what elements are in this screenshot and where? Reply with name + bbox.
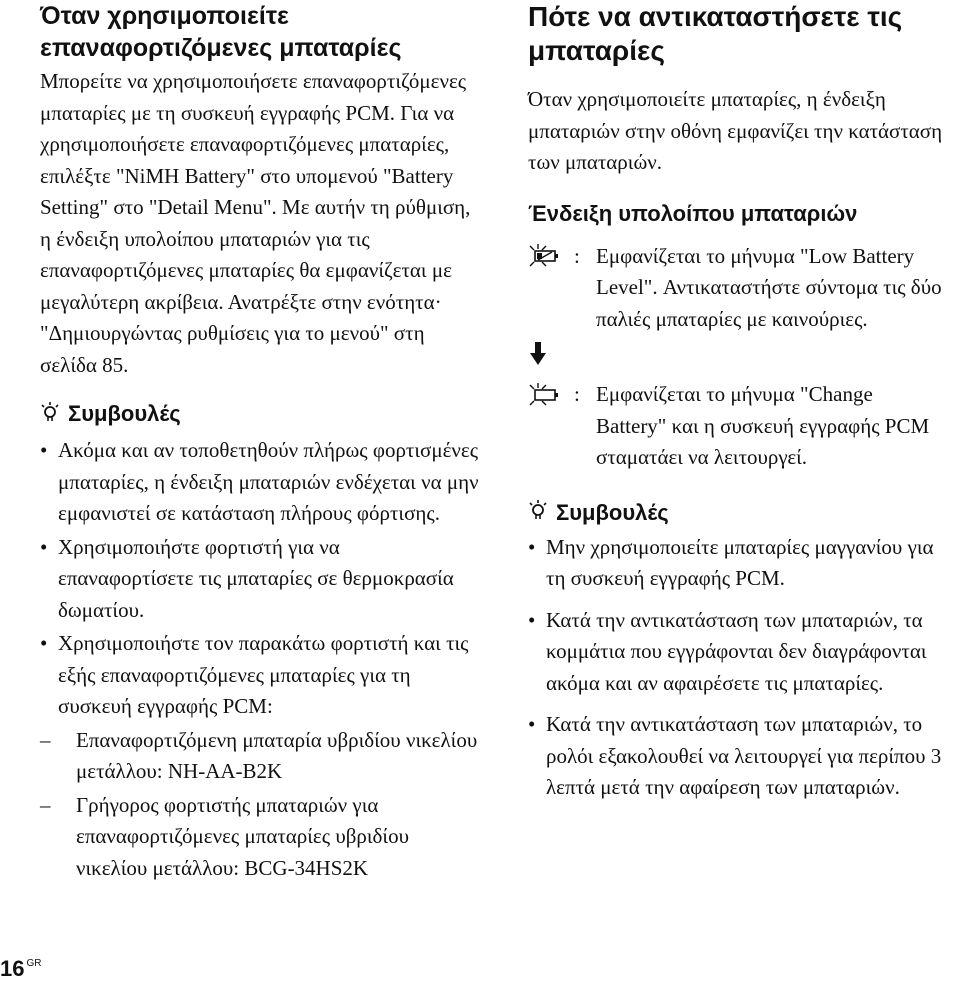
low-battery-icon [528, 241, 574, 272]
right-column [528, 0, 948, 804]
section-heading-rechargeable: Όταν χρησιμοποιείτε επαναφορτιζόμενες μπαταρίες [40, 2, 402, 62]
list-item: – Επαναφορτιζόμενη μπαταρία υβριδίου νικελίου μετάλλου: NH-AA-B2K [40, 727, 478, 783]
tips-header-right [528, 498, 948, 528]
indicator-low [528, 241, 948, 336]
indicator-subheading: Ένδειξη υπολοίπου μπαταριών [528, 200, 858, 226]
tips-list-right [528, 532, 948, 804]
page-number-value: 16 [0, 956, 25, 981]
left-column [40, 0, 480, 884]
list-item: • Κατά την αντικατάσταση των μπαταριών, τα κομμάτια που εγγράφονται δεν διαγράφονται ακόμα και αν αφαιρέσετε τις μπαταρίες. [528, 607, 927, 695]
replace-intro: Όταν χρησιμοποιείτε μπαταρίες, η ένδειξη μπαταριών στην οθόνη εμφανίζει την κατάσταση των μπαταριών. [528, 87, 943, 174]
tip-text: Ακόμα και αν τοποθετηθούν πλήρως φορτισμένες μπαταρίες, η ένδειξη μπαταριών ενδέχεται να μην εμφανιστεί σε κατάσταση πλήρους φόρτισης. [58, 438, 479, 525]
lightbulb-icon [528, 499, 548, 526]
section-heading-replace: Πότε να αντικαταστήσετε τις μπαταρίες [528, 1, 903, 66]
tip-text: Χρησιμοποιήστε τον παρακάτω φορτιστή και τις εξής επαναφορτιζόμενες μπαταρίες για τη συσκευή εγγραφής PCM: [58, 631, 469, 718]
subitem-text: Επαναφορτιζόμενη μπαταρία υβριδίου νικελίου μετάλλου: NH-AA-B2K [76, 727, 478, 783]
indicator-empty-text: Εμφανίζεται το μήνυμα "Change Battery" και η συσκευή εγγραφής PCM σταματάει να λειτουργεί. [596, 382, 930, 469]
indicator-low-text: Εμφανίζεται το μήνυμα "Low Battery Level". Αντικαταστήστε σύντομα τις δύο παλιές μπαταρίες με καινούριες. [596, 243, 942, 331]
indicator-colon: : [574, 382, 580, 406]
indicator-empty [528, 379, 948, 474]
tip-text: Χρησιμοποιήστε φορτιστή για να επαναφορτίσετε τις μπαταρίες σε θερμοκρασία δωματίου. [58, 534, 454, 622]
tip-text: Μην χρησιμοποιείτε μπαταρίες μαγγανίου για τη συσκευή εγγραφής PCM. [546, 534, 934, 590]
tip-text: Κατά την αντικατάσταση των μπαταριών, τα κομμάτια που εγγράφονται δεν διαγράφονται ακόμα και αν αφαιρέσετε τις μπαταρίες. [546, 607, 927, 695]
tips-title-left: Συμβουλές [68, 401, 181, 426]
charger-sublist [40, 725, 480, 885]
list-item: • Χρησιμοποιήστε φορτιστή για να επαναφορτίσετε τις μπαταρίες σε θερμοκρασία δωματίου. [40, 534, 454, 622]
list-item: • Χρησιμοποιήστε τον παρακάτω φορτιστή και τις εξής επαναφορτιζόμενες μπαταρίες για τη συσκευή εγγραφής PCM: [40, 631, 469, 718]
arrow-down-icon [528, 341, 948, 371]
empty-battery-icon [528, 379, 574, 410]
page-number [0, 956, 41, 982]
indicator-colon: : [574, 243, 580, 268]
subitem-text: Γρήγορος φορτιστής μπαταριών για επαναφορτιζόμενες μπαταρίες υβριδίου νικελίου μετάλλου: BCG-34HS2K [76, 792, 409, 880]
tip-text: Κατά την αντικατάσταση των μπαταριών, το ρολόι εξακολουθεί να λειτουργεί για περίπου 3 λεπτά μετά την αφαίρεση των μπαταριών. [546, 712, 942, 799]
list-item: – Γρήγορος φορτιστής μπαταριών για επαναφορτιζόμενες μπαταρίες υβριδίου νικελίου μετάλλου: BCG-34HS2K [40, 792, 409, 880]
list-item: • Ακόμα και αν τοποθετηθούν πλήρως φορτισμένες μπαταρίες, η ένδειξη μπαταριών ενδέχεται να μην εμφανιστεί σε κατάσταση πλήρους φόρτισης. [40, 438, 479, 525]
tips-title-right: Συμβουλές [556, 499, 669, 525]
language-code: GR [26, 958, 42, 969]
tips-list-left [40, 435, 480, 723]
rechargeable-paragraph: Μπορείτε να χρησιμοποιήσετε επαναφορτιζόμενες μπαταρίες με τη συσκευή εγγραφής PCM. Για να χρησιμοποιήσετε επαναφορτιζόμενες μπαταρίες, επιλέξτε "NiMH Battery" στο υπομενού "Battery Setting" στο "Detail Menu". Με αυτήν τη ρύθμιση, η ένδειξη υπολοίπου μπαταριών για τις επαναφορτιζόμενες μπαταρίες θα εμφανίζεται με μεγαλύτερη ακρίβεια. Ανατρέξτε στην ενότητα· "Δημιουργώντας ρυθμίσεις για το μενού" στη σελίδα 85. [40, 69, 471, 377]
list-item: • Κατά την αντικατάσταση των μπαταριών, το ρολόι εξακολουθεί να λειτουργεί για περίπου 3 λεπτά μετά την αφαίρεση των μπαταριών. [528, 712, 942, 799]
lightbulb-icon [40, 401, 60, 428]
list-item: • Μην χρησιμοποιείτε μπαταρίες μαγγανίου για τη συσκευή εγγραφής PCM. [528, 534, 934, 590]
tips-header-left [40, 399, 480, 429]
